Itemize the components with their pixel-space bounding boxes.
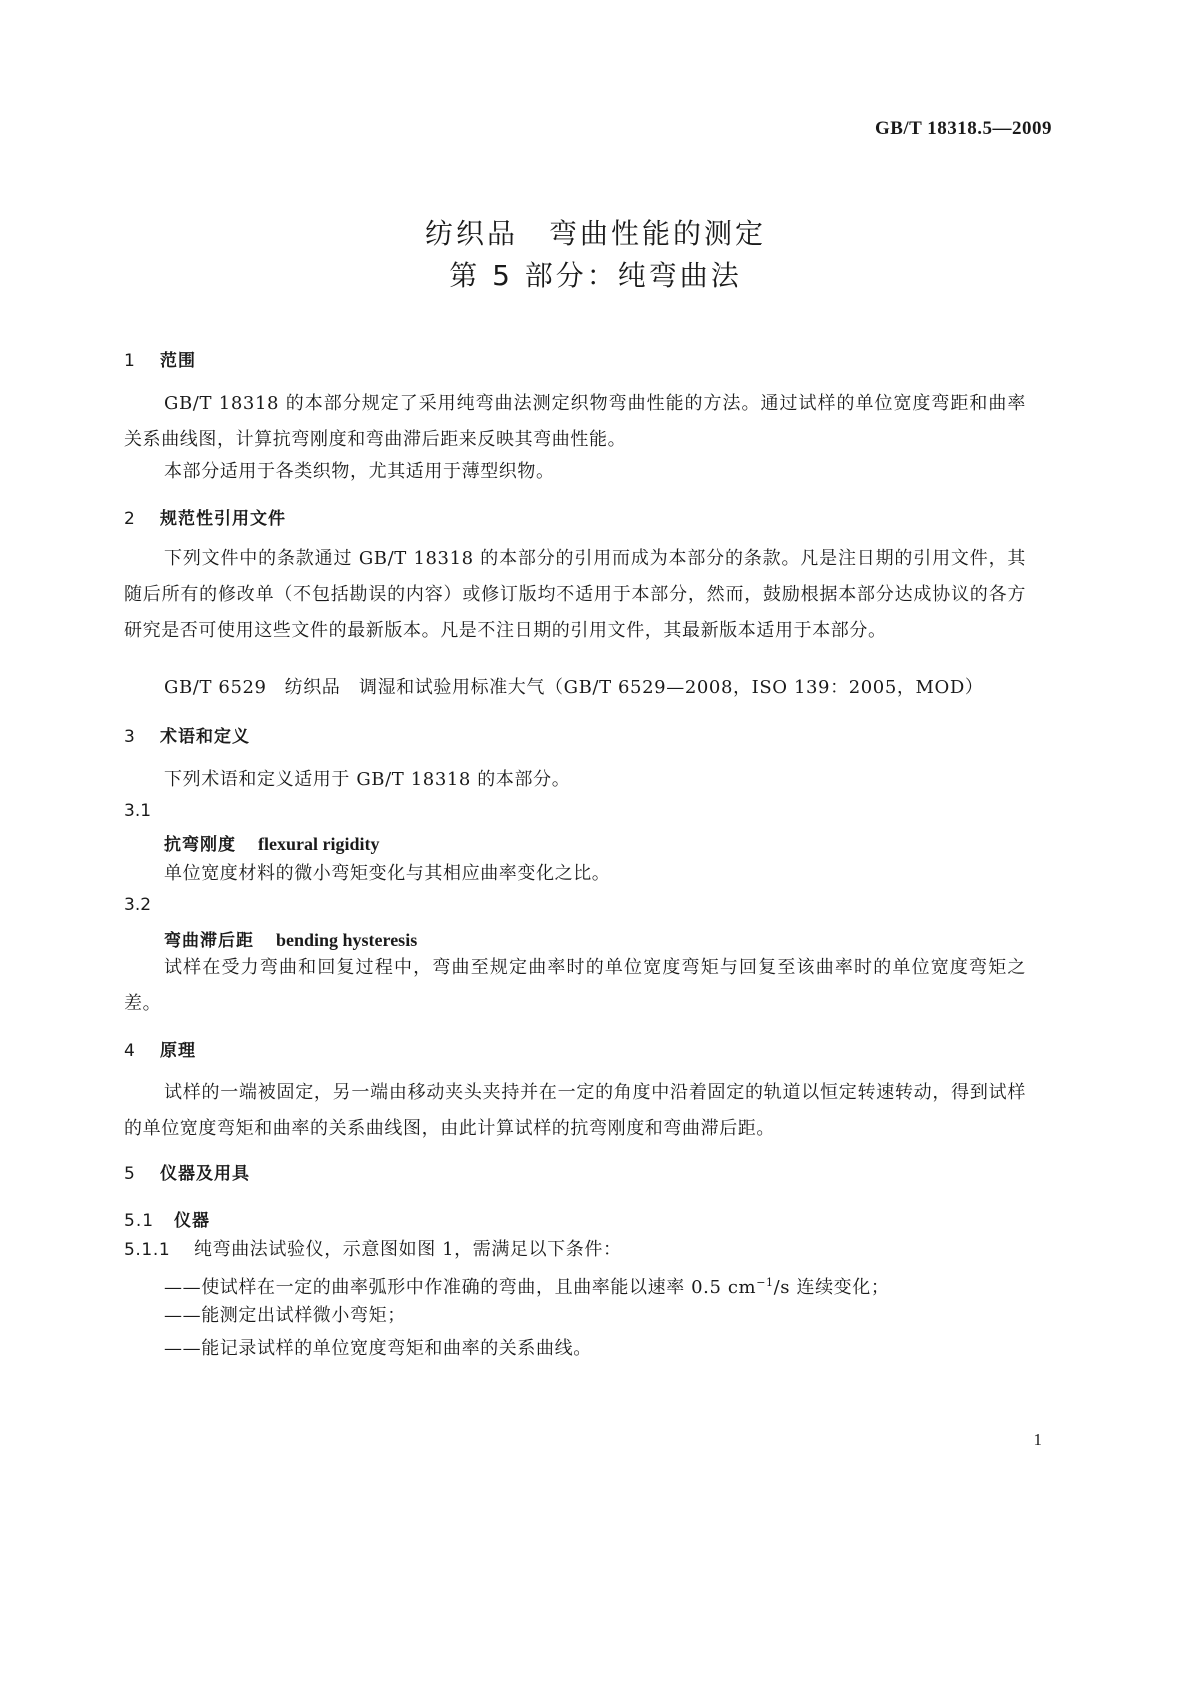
term-3-2-definition: 试样在受力弯曲和回复过程中，弯曲至规定曲率时的单位宽度弯矩与回复至该曲率时的单位宽度弯矩之差。 [124, 957, 1026, 1014]
subsection-number: 5.1 [124, 1211, 155, 1231]
list-item: ——能测定出试样微小弯矩； [164, 1305, 406, 1326]
normative-reference [164, 670, 984, 706]
standard-code: GB/T 18318.5—2009 [874, 118, 1052, 139]
clause-number: 5.1.1 [124, 1240, 171, 1260]
term-cn: 抗弯刚度 [164, 835, 236, 855]
section-2-para-1: 下列文件中的条款通过 GB/T 18318 的本部分的引用而成为本部分的条款。凡是注日期的引用文件，其随后所有的修改单（不包括勘误的内容）或修订版均不适用于本部分，然而，鼓励根据本部分达成协议的各方研究是否可使用这些文件的最新版本。凡是不注日期的引用文件，其最新版本适用于本部分。 [124, 548, 1026, 641]
section-title: 范围 [160, 351, 196, 371]
reference-code: GB/T 6529 [164, 677, 267, 698]
term-cn: 弯曲滞后距 [164, 931, 254, 951]
term-3-2-number: 3.2 [124, 895, 152, 915]
section-1-para-1: GB/T 18318 的本部分规定了采用纯弯曲法测定织物弯曲性能的方法。通过试样的单位宽度弯距和曲率关系曲线图，计算抗弯刚度和弯曲滞后距来反映其弯曲性能。 [124, 393, 1026, 450]
section-1-para-2: 本部分适用于各类织物，尤其适用于薄型织物。 [164, 461, 555, 482]
term-3-2 [164, 926, 417, 951]
section-number: 2 [124, 509, 136, 529]
page-number: 1 [1033, 1430, 1042, 1449]
document-subtitle: 第 5 部分：纯弯曲法 [449, 259, 742, 292]
term-en: flexural rigidity [258, 834, 380, 854]
section-4-heading [124, 1036, 196, 1061]
list-item: ——能记录试样的单位宽度弯矩和曲率的关系曲线。 [164, 1338, 592, 1359]
term-3-1-number: 3.1 [124, 801, 152, 821]
exponent: −1 [756, 1276, 774, 1289]
section-title: 规范性引用文件 [160, 509, 286, 529]
reference-title: 纺织品 调湿和试验用标准大气（GB/T 6529—2008，ISO 139：2005，MOD） [284, 677, 984, 698]
section-2-heading [124, 504, 286, 529]
section-1-heading [124, 346, 196, 371]
list-item-text: ——使试样在一定的曲率弧形中作准确的弯曲，且曲率能以速率 0.5 cm [164, 1277, 757, 1298]
subsection-5-1-heading [124, 1206, 210, 1231]
section-3-intro: 下列术语和定义适用于 GB/T 18318 的本部分。 [164, 769, 571, 790]
clause-5-1-1 [124, 1232, 622, 1268]
section-number: 1 [124, 351, 136, 371]
list-item-text: /s 连续变化； [773, 1277, 890, 1298]
section-number: 4 [124, 1041, 136, 1061]
clause-text: 纯弯曲法试验仪，示意图如图 1，需满足以下条件： [194, 1239, 622, 1260]
section-5-heading [124, 1159, 250, 1184]
section-number: 5 [124, 1164, 136, 1184]
section-4-para-1: 试样的一端被固定，另一端由移动夹头夹持并在一定的角度中沿着固定的轨道以恒定转速转动，得到试样的单位宽度弯矩和曲率的关系曲线图，由此计算试样的抗弯刚度和弯曲滞后距。 [124, 1082, 1026, 1139]
term-3-1 [164, 830, 379, 855]
section-title: 原理 [160, 1041, 196, 1061]
subsection-title: 仪器 [174, 1211, 210, 1231]
section-number: 3 [124, 727, 136, 747]
section-title: 术语和定义 [160, 727, 250, 747]
document-title: 纺织品 弯曲性能的测定 [424, 217, 766, 250]
section-3-heading [124, 722, 250, 747]
term-en: bending hysteresis [276, 930, 418, 950]
section-title: 仪器及用具 [160, 1164, 250, 1184]
term-3-1-definition: 单位宽度材料的微小弯矩变化与其相应曲率变化之比。 [164, 863, 611, 884]
